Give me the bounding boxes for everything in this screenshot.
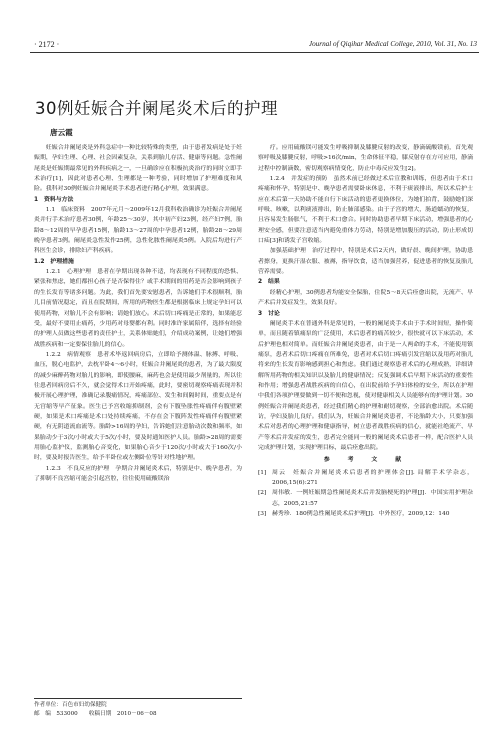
reference-text: 周云 妊娠合并阑尾炎术后患者的护理体会[J]. 局解手术学杂志，2006,15(6):271: [272, 469, 473, 486]
article-author: 唐云霞: [50, 128, 73, 137]
body-paragraph: 1.2.2 病情观察 患者术毕返回病房后，立即给予测体温、脉搏、呼吸、血压，脱心电监护，去枕平卧4～6小时，妊娠合并阑尾炎的患者，为了最大限度的减少麻醉药物对胎儿的影响，即使腰麻，麻药也会是使用最少剂量的，所以往往患者回病房后不久，就会觉得术口开始疼痛，此时，要密切观察疼痛表现并积极开展心理护理，准确记录腹痛情况，疼痛部位、发生和间隔时间，重要点是有无宫缩等早产征象。医生已予宫收缩抑制剂，会有下腹坠胀性疼痛伴有腹壁紧硬，如果是术口疼痛是术口处持续疼痛，不存在会下腹阵发性疼痛伴有腹壁紧硬，有无阴道流血流等。胎龄>16周的孕妇，告诉她们注意胎动次数和频率，如果胎动少于3次/小时或大于5次/小时，要及时通知医护人员。胎龄>28周的需要用胎心监护仪，监测胎心音变化，如果胎心音少于120次/小时或大于160次/小时，要及时报告医生，给予半卧位或左侧卧位等针对性地护理。: [34, 351, 242, 462]
section-heading: 1 资料与方法: [34, 196, 74, 203]
right-column: [258, 143, 473, 519]
left-column: [34, 143, 242, 484]
journal-name: Journal of Qiqihar Medical College, 2010, Vol. 31, No. 13: [308, 40, 477, 48]
reference-text: 周伟敏．一例妊娠期急性阑尾炎术后并发脑梗死的护理[J]．中国实用护理杂志，2005,21:57: [272, 490, 473, 507]
reference-item: [258, 509, 473, 519]
body-paragraph: 1.2.4 并发症的预防 虽然术前已经做过术后宣教和训练，但患者由于术口疼痛和怀孕，特别是中、晚孕患者需要卧床休息，不利于痰液排出，所以术后护士应在术后第一天协助不能自行下床活动的患者更换体位，为她们拍背，鼓励她们深呼吸、咳嗽，以利痰液排出，防止肺部感染。由于子宫的增大，肠道蠕动的恢复，且容易发生肠胀气，不利于术口愈合。同时协助患者早期下床活动，增强患者的心理安全感，但要注意适当内避免重体力劳动，特别是增加腹压的活动，防止形成切口疝[3]和诱发子宫收缩。: [258, 176, 473, 245]
body-paragraph: 1.2.3 不良反应的护理 孕期合并阑尾炎术后，特别是中、晚孕患者，为了抑制不良宫缩可能会引起宫腔，往往使用硫酸镁治: [34, 465, 242, 482]
reference-item: [258, 468, 473, 489]
references-heading: 参 考 文 献: [323, 457, 408, 464]
body-paragraph: 阑尾炎手术在普通外科是常见的，一般的阑尾炎手术由于手术时间短，操作简单，而且随着镇痛泵的广泛使用，术后患者的痛苦较少，很快就可以下床活动，术后护理也相对简单。而妊娠合并阑尾炎患者，由于是一人两命的手术，不能使用镇痛泵，患者术后切口疼痛在所难免，患者对术后切口疼痛引发宫缩以及用药对胎儿将来的生长发育影响感到担心和焦虑。我们通过观察患者术后的心理成熟，详细讲解所用药物的相关知识以及胎儿的健康情况；反复强调术后早期下床活动的重要性和作用；增强患者战胜疾病的自信心，在出院前给予孕妇体检的安全，所以在护理中我们各项护理要做到一切不便和忽视，使对健康相关人员能够有的护理计划。30例妊娠合并阑尾炎患者，经过我们精心的护理和耐切观察，全部治愈出院。术后随访，孕妇及胎儿良好。我们认为，妊娠合并阑尾炎患者，不论胎龄大小，只要加强术后对患者的心理护理和健康指导，树立患者战胜疾病的信心，就能社绝流产、早产等术后并发症的发生，患者完全能同一般的阑尾炎术后患者一样，配合医护人员完成护理计划，实现护理目标，最后痊愈出院。: [258, 320, 473, 451]
body-paragraph: 疗。应用硫酸镁可能发生呼吸抑制及膝腱反射的改变，静滴硫酸镁前，首先观察呼吸及膝腱反射，呼吸>16次/min，生命体征平稳，膝反射存在方可应用，静滴过程中控制滴数，密切观察病情变化，防止中毒反应发生[2]。: [258, 145, 473, 172]
body-paragraph: 妊娠合并阑尾炎是外科急症中一种比较特殊的类型，由于患者发病是处于妊娠期，孕妇生理、心理、社会因素复杂，关系到胎儿存活、健康等问题。急性阑尾炎是妊娠期最常见的外科疾病之一，一旦确诊应在积极抗炎治疗的同时立即手术治疗[1]，因此对患者心理、生理都是一种考验，同时增加了护理难度和风险。我科对30例妊娠合并阑尾炎手术患者进行精心护理，效果满意。: [34, 145, 242, 193]
reference-number: [1]: [258, 469, 267, 476]
footnote: [34, 698, 242, 719]
author-unit: 作者单位：百色市妇幼保健院: [34, 702, 107, 708]
reference-item: [258, 488, 473, 509]
article-title: 30例妊娠合并阑尾炎术后的护理: [35, 99, 278, 118]
body-paragraph: 1.2.1 心理护理 患者在孕期出现各种不适，均表现有不同程度的恐惧、紧张和焦虑，她们都担心孩子是否保得住？或手术期间的用药是否会影响到孩子的生长发育等诸多问题。为此，我们首先要安慰患者，告诉她们手术很顺利，胎儿目前情况稳定，而且在院期间，所用的药物医生都是根据临床上规定孕妇可以使用药物，对胎儿不会有影响；请她们放心。术后切口疼痛是正常的，如果能忍受，最好不要用止痛药，少用药对母婴都有利。同时准许家属陪伴，选择有经验的护理人员做这些患者的责任护士，关系体贴她们，介绍成功案例，让她们增强战胜疾病和一定要保住胎儿的信心。: [34, 269, 242, 348]
reference-number: [2]: [258, 490, 267, 497]
section-heading: 1.2 护理措施: [34, 258, 74, 265]
body-paragraph: 加强基础护理 治疗过程中，特别是术后2天内，做好晨、晚间护理，协助患者擦身，更换汗湿衣服、被褥，指导饮食，适当加强营养，促进患者的恢复及胎儿营养需要。: [258, 248, 473, 276]
body-paragraph: 1.1 临床资料 2007年元月～2009年12月我科收治确诊为妊娠合并阑尾炎并行手术治疗患者30例，年龄25～30岁，其中初产妇23例，经产妇7例，胎龄8～12周的早孕患者15例，胎龄13～27周的中孕患者12例，胎龄28～29周晚孕患者3例。阑尾炎急性发作25例，急性化脓性阑尾炎5例。入院后均进行产科医生会诊，排除妇产科疾病。: [34, 207, 242, 255]
postal-info: 邮 编 533000 收稿日期 2010－06－08: [34, 711, 157, 717]
section-heading: 2 结果: [258, 279, 280, 286]
page-number: · 2172 ·: [34, 40, 60, 49]
header-rule: [30, 52, 479, 53]
body-paragraph: 经精心护理，30例患者均能安全保胎，住院5～8天后痊愈出院，无流产、早产术后并发症发生，效果良好。: [258, 289, 473, 307]
section-heading: 3 讨论: [258, 310, 280, 317]
reference-number: [3]: [258, 511, 267, 518]
reference-text: 赫秀珍．180例急性阑尾炎术后护理[J]．中外医疗，2009,12：140: [272, 511, 450, 518]
page-header: [0, 0, 499, 54]
